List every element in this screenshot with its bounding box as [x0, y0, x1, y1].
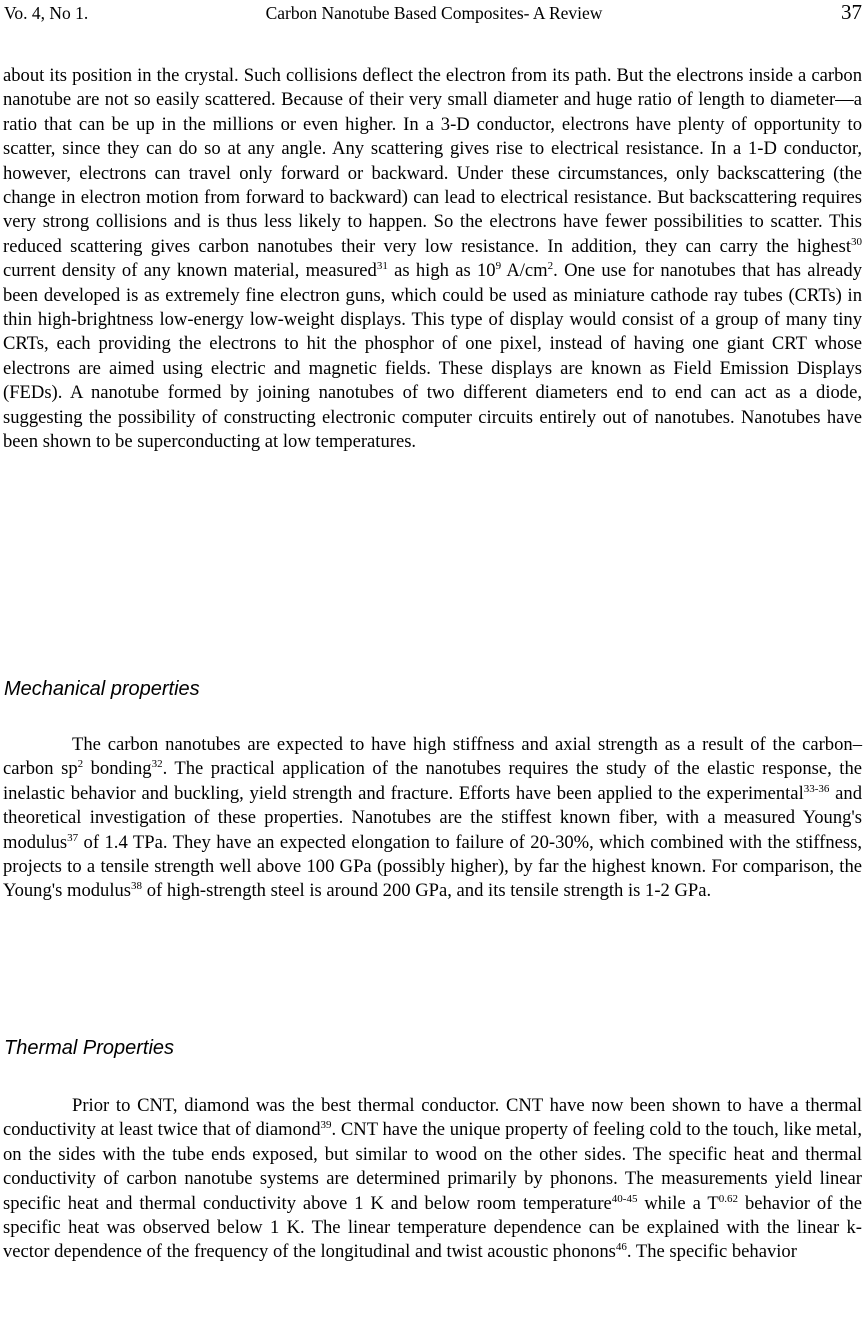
paragraph-thermal: Prior to CNT, diamond was the best thermal conductor. CNT have now been shown to have a thermal conductivity at least twice that of diamond$^{39}$. CNT have the unique property of feeling cold to the touch, like metal, on the sides with the tube ends exposed, but similar to wood on the other sides. The specific heat and thermal conductivity of carbon nanotube systems are determined primarily by phonons. The measurements yield linear specific heat and thermal conductivity above 1 K and below room temperature$^{40-45}$ while a $T^{0.62}$ behavior of the specific heat was observed below 1 K. The linear temperature dependence can be explained with the linear k-vector dependence of the frequency of the longitudinal and twist acoustic phonons$^{46}$. The specific behavior — [3, 1095, 863, 1263]
citation: 32 — [151, 758, 163, 771]
citation: 37 — [67, 831, 79, 844]
citation: 38 — [131, 880, 143, 893]
paragraph-mechanical: The carbon nanotubes are expected to have high stiffness and axial strength as a result of the carbon–carbon $sp^2$ bonding$^{32}$. The practical application of the nanotubes requires the study of the elastic response, the inelastic behavior and buckling, yield strength and fracture. Efforts have been applied to the experimental$^{33-36}$ and theoretical investigation of these properties. Nanotubes are the stiffest known fiber, with a measured Young's modulus$^{37}$ of 1.4 TPa. They have an expected elongation to failure of 20-30%, which combined with the stiffness, projects to a tensile strength well above 100 GPa (possibly higher), by far the highest known. For comparison, the Young's modulus$^{38}$ of high-strength steel is around 200 GPa, and its tensile strength is 1-2 GPa. — [3, 734, 862, 902]
paragraph-electrical: about its position in the crystal. Such collisions deflect the electron from its path. But the electrons inside a carbon nanotube are not so easily scattered. Because of their very small diameter and huge ratio of length to diameter—a ratio that can be up in the millions or even higher. In a 3-D conductor, electrons have plenty of opportunity to scatter, since they can do so at any angle. Any scattering gives rise to electrical resistance. In a 1-D conductor, however, electrons can travel only forward or backward. Under these circumstances, only backscattering (the change in electron motion from forward to backward) can lead to electrical resistance. But backscattering requires very strong collisions and is thus less likely to happen. So the electrons have fewer possibilities to scatter. This reduced scattering gives carbon nanotubes their very low resistance. In addition, they can carry the highest$^{30}$ current density of any known material, measured$^{31}$ as high as $10^9$ $A/cm^2$. One use for nanotubes that has already been developed is as extremely fine electron guns, which could be used as miniature cathode ray tubes (CRTs) in thin high-brightness low-energy low-weight displays. This type of display would consist of a group of many tiny CRTs, each providing the electrons to hit the phosphor of one pixel, instead of having one giant CRT whose electrons are aimed using electric and magnetic fields. These displays are known as Field Emission Displays (FEDs). A nanotube formed by joining nanotubes of two different diameters end to end can act as a diode, suggesting the possibility of constructing electronic computer circuits entirely out of nanotubes. Nanotubes have been shown to be superconducting at low temperatures. — [3, 65, 862, 453]
section-heading-mechanical: Mechanical properties — [4, 678, 200, 700]
page-number: 37 — [841, 0, 862, 24]
journal-volume: Vo. 4, No 1. — [4, 3, 89, 23]
citation: 46 — [615, 1241, 627, 1254]
running-header — [0, 0, 868, 30]
citation: 30 — [851, 235, 862, 248]
citation: 39 — [320, 1119, 332, 1132]
citation: 31 — [376, 260, 388, 273]
citation: 40-45 — [611, 1192, 638, 1205]
citation: 33-36 — [803, 782, 830, 795]
exponent: 2 — [77, 758, 84, 771]
exponent: 2 — [547, 260, 554, 273]
running-title: Carbon Nanotube Based Composites- A Review — [265, 3, 603, 23]
exponent: 0.62 — [718, 1192, 739, 1205]
section-heading-thermal: Thermal Properties — [4, 1037, 175, 1059]
exponent: 9 — [495, 260, 502, 273]
